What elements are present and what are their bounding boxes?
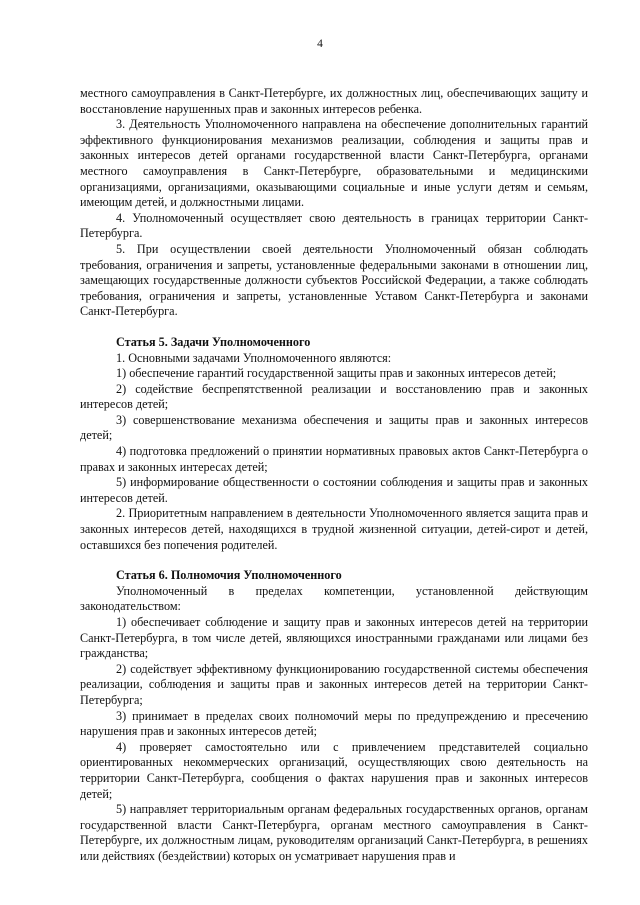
list-item: 5) направляет территориальным органам федеральных государственных органов, органам государственной власти Санкт-Петербурга, органам местного самоуправления в Санкт-Петербурге, их должностным лицам, руководителям организаций Санкт-Петербурга, в решениях или действиях (бездействии) которых он усматривает нарушения прав и — [80, 802, 588, 863]
list-item: 2) содействует эффективному функционированию государственной системы обеспечения реализации, соблюдения и защиты прав и законных интересов детей на территории Санкт-Петербурга; — [80, 661, 588, 707]
list-item: 2) содействие беспрепятственной реализации и восстановлению прав и законных интересов детей; — [80, 381, 588, 412]
list-item: 3) совершенствование механизма обеспечения и защиты прав и законных интересов детей; — [80, 412, 588, 443]
list-item: 3) принимает в пределах своих полномочий меры по предупреждению и пресечению нарушения прав и законных интересов детей; — [80, 708, 588, 739]
paragraph-article5-clause2: 2. Приоритетным направлением в деятельности Уполномоченного является защита прав и законных интересов детей, находящихся в трудной жизненной ситуации, детей-сирот и детей, оставшихся без попечения родителей. — [80, 506, 588, 552]
spacer — [80, 320, 588, 335]
paragraph-article5-clause1: 1. Основными задачами Уполномоченного являются: — [116, 350, 392, 365]
paragraph-continuation: местного самоуправления в Санкт-Петербурге, их должностных лиц, обеспечивающих защиту и восстановление нарушенных прав и законных интересов ребенка. — [80, 86, 588, 116]
page-number: 4 — [317, 38, 323, 50]
article-6-heading: Статья 6. Полномочия Уполномоченного — [116, 568, 342, 583]
list-item: 4) проверяет самостоятельно или с привлечением представителей социально ориентированных некоммерческих организаций, осуществляющих свою деятельность на территории Санкт-Петербурга, сообщения о фактах нарушения прав и законных интересов детей; — [80, 739, 588, 801]
paragraph-article4-clause4: 4. Уполномоченный осуществляет свою деятельность в границах территории Санкт-Петербурга. — [80, 210, 588, 241]
spacer — [80, 553, 588, 568]
paragraph-article4-clause5: 5. При осуществлении своей деятельности Уполномоченный обязан соблюдать требования, ограничения и запреты, установленные федеральными законами в отношении лиц, замещающих государственные должности субъектов Российской Федерации, а также соблюдать требования, ограничения и запреты, установленные Уставом Санкт-Петербурга и законами Санкт-Петербурга. — [80, 241, 588, 319]
list-item: 5) информирование общественности о состоянии соблюдения и защиты прав и законных интересов детей. — [80, 475, 588, 505]
list-item: 4) подготовка предложений о принятии нормативных правовых актов Санкт-Петербурга о правах и законных интересах детей; — [80, 444, 588, 474]
paragraph-article6-intro: Уполномоченный в пределах компетенции, установленной действующим законодательством: — [80, 583, 588, 614]
document-body — [80, 86, 588, 865]
list-item: 1) обеспечение гарантий государственной защиты прав и законных интересов детей; — [116, 366, 557, 381]
list-item: 1) обеспечивает соблюдение и защиту прав и законных интересов детей на территории Санкт-Петербурга, в том числе детей, являющихся иностранными гражданами или лицами без гражданства; — [80, 615, 588, 661]
article-5-heading: Статья 5. Задачи Уполномоченного — [116, 334, 311, 349]
paragraph-article4-clause3: 3. Деятельность Уполномоченного направлена на обеспечение дополнительных гарантий эффективного функционирования механизмов реализации, соблюдения и защиты прав и законных интересов детей органами государственной власти Санкт-Петербурга, органами местного самоуправления в Санкт-Петербурге, образовательными и медицинскими организациями, организациями, оказывающими социальные и иные услуги детям и семьям, имеющим детей, и должностными лицами. — [80, 117, 588, 210]
